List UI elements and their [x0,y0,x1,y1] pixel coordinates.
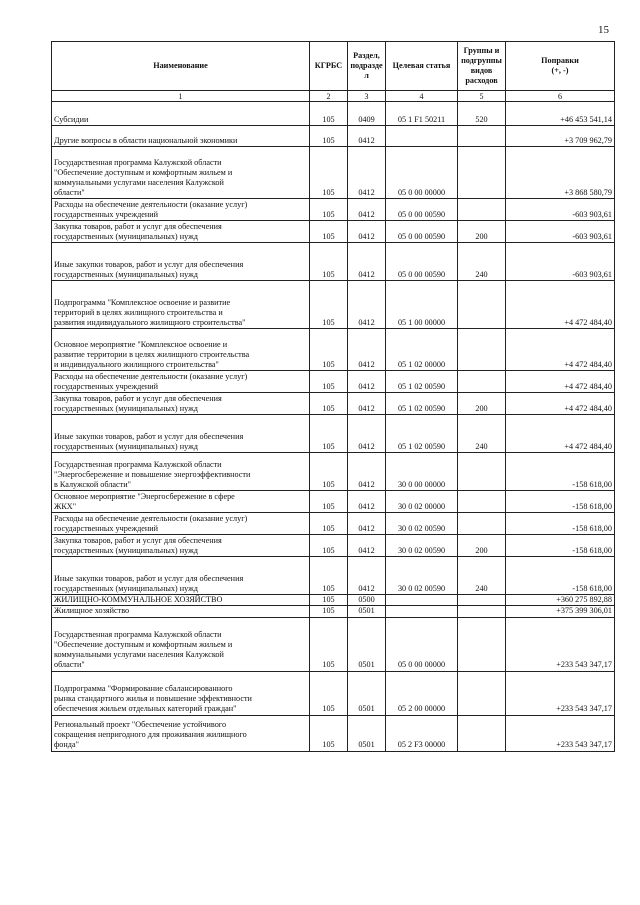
row-target: 30 0 02 00000 [386,491,458,513]
row-name: Государственная программа Калужской области "Энергосбережение и повышение энергоэффективности в Калужской области" [52,453,310,491]
row-amount: -603 903,61 [506,243,615,281]
row-section: 0501 [348,715,386,751]
row-section: 0412 [348,513,386,535]
row-kgrbs: 105 [310,329,348,371]
row-group [458,606,506,617]
row-group [458,147,506,199]
row-kgrbs: 105 [310,715,348,751]
row-name: Расходы на обеспечение деятельности (оказание услуг) государственных учреждений [52,513,310,535]
header-section: Раздел, подразде л [348,42,386,91]
table-row [52,243,615,281]
row-amount: -158 618,00 [506,491,615,513]
row-group [458,715,506,751]
row-amount: +360 275 892,88 [506,595,615,606]
row-target: 05 1 02 00590 [386,371,458,393]
row-section: 0412 [348,199,386,221]
row-group: 200 [458,393,506,415]
table-row [52,329,615,371]
row-amount: -603 903,61 [506,221,615,243]
row-section: 0412 [348,243,386,281]
header-amount: Поправки (+, -) [506,42,615,91]
row-target [386,595,458,606]
row-target: 05 0 00 00000 [386,147,458,199]
row-amount: +3 868 580,79 [506,147,615,199]
row-section: 0409 [348,102,386,126]
row-amount: +4 472 484,40 [506,281,615,329]
row-kgrbs: 105 [310,595,348,606]
row-section: 0501 [348,671,386,715]
row-amount: -603 903,61 [506,199,615,221]
table-row [52,126,615,147]
row-section: 0412 [348,557,386,595]
row-target: 05 1 F1 50211 [386,102,458,126]
row-name: Иные закупки товаров, работ и услуг для обеспечения государственных (муниципальных) нужд [52,243,310,281]
row-group: 240 [458,415,506,453]
row-target: 30 0 00 00000 [386,453,458,491]
row-amount: +4 472 484,40 [506,329,615,371]
header-kgrbs: КГРБС [310,42,348,91]
table-row [52,617,615,671]
row-name: Субсидии [52,102,310,126]
row-group [458,491,506,513]
table-row [52,606,615,617]
column-number-row [52,91,615,102]
page-number: 15 [598,24,609,36]
row-name: Основное мероприятие "Комплексное освоение и развитие территории в целях жилищного строительства и индивидуального жилищного строительства" [52,329,310,371]
row-name: Закупка товаров, работ и услуг для обеспечения государственных (муниципальных) нужд [52,393,310,415]
row-name: Подпрограмма "Формирование сбалансированного рынка стандартного жилья и повышение эффективности обеспечения жильем отдельных категорий граждан" [52,671,310,715]
row-kgrbs: 105 [310,393,348,415]
row-amount: +3 709 962,79 [506,126,615,147]
header-group: Группы и подгруппы видов расходов [458,42,506,91]
row-name: Государственная программа Калужской области "Обеспечение доступным и комфортным жильем и коммунальными услугами населения Калужской области" [52,617,310,671]
row-amount: +4 472 484,40 [506,371,615,393]
row-amount: -158 618,00 [506,513,615,535]
row-name: Подпрограмма "Комплексное освоение и развитие территорий в целях жилищного строительства и развития индивидуального жилищного строительства" [52,281,310,329]
row-target [386,606,458,617]
row-group [458,126,506,147]
row-group [458,513,506,535]
row-amount: -158 618,00 [506,453,615,491]
row-amount: +4 472 484,40 [506,393,615,415]
row-group [458,671,506,715]
table-row [52,513,615,535]
row-section: 0412 [348,147,386,199]
row-section: 0412 [348,221,386,243]
table-row [52,671,615,715]
row-group: 520 [458,102,506,126]
row-name: Жилищное хозяйство [52,606,310,617]
row-group: 240 [458,243,506,281]
table-row [52,535,615,557]
row-group [458,617,506,671]
column-number: 1 [52,91,310,102]
column-number: 3 [348,91,386,102]
row-kgrbs: 105 [310,126,348,147]
row-amount: -158 618,00 [506,557,615,595]
table-row [52,453,615,491]
row-kgrbs: 105 [310,606,348,617]
row-amount: +233 543 347,17 [506,715,615,751]
row-target: 05 2 F3 00000 [386,715,458,751]
row-kgrbs: 105 [310,243,348,281]
row-kgrbs: 105 [310,557,348,595]
table-row [52,371,615,393]
row-section: 0412 [348,329,386,371]
row-kgrbs: 105 [310,453,348,491]
row-group: 200 [458,221,506,243]
row-amount: +233 543 347,17 [506,671,615,715]
row-group: 200 [458,535,506,557]
row-kgrbs: 105 [310,617,348,671]
row-target: 05 0 00 00000 [386,617,458,671]
row-kgrbs: 105 [310,199,348,221]
table-row [52,491,615,513]
row-name: Расходы на обеспечение деятельности (оказание услуг) государственных учреждений [52,199,310,221]
row-section: 0500 [348,595,386,606]
row-name: Закупка товаров, работ и услуг для обеспечения государственных (муниципальных) нужд [52,535,310,557]
row-target: 05 0 00 00590 [386,243,458,281]
row-name: Другие вопросы в области национальной экономики [52,126,310,147]
row-section: 0501 [348,606,386,617]
row-target: 30 0 02 00590 [386,557,458,595]
header-name: Наименование [52,42,310,91]
row-kgrbs: 105 [310,281,348,329]
row-section: 0412 [348,415,386,453]
column-number: 5 [458,91,506,102]
table-row [52,281,615,329]
row-target: 05 0 00 00590 [386,221,458,243]
row-kgrbs: 105 [310,491,348,513]
row-name: ЖИЛИЩНО-КОММУНАЛЬНОЕ ХОЗЯЙСТВО [52,595,310,606]
row-amount: +46 453 541,14 [506,102,615,126]
row-section: 0501 [348,617,386,671]
row-group [458,371,506,393]
row-target: 05 1 02 00590 [386,415,458,453]
row-section: 0412 [348,535,386,557]
table-row [52,393,615,415]
header-row [52,42,615,91]
row-amount: +375 399 306,01 [506,606,615,617]
row-name: Расходы на обеспечение деятельности (оказание услуг) государственных учреждений [52,371,310,393]
row-section: 0412 [348,491,386,513]
row-target [386,126,458,147]
row-name: Закупка товаров, работ и услуг для обеспечения государственных (муниципальных) нужд [52,221,310,243]
row-name: Иные закупки товаров, работ и услуг для обеспечения государственных (муниципальных) нужд [52,415,310,453]
row-name: Основное мероприятие "Энергосбережение в сфере ЖКХ" [52,491,310,513]
table-row [52,415,615,453]
row-target: 30 0 02 00590 [386,513,458,535]
column-number: 6 [506,91,615,102]
header-target: Целевая статья [386,42,458,91]
row-section: 0412 [348,453,386,491]
row-kgrbs: 105 [310,671,348,715]
table-row [52,147,615,199]
table-row [52,199,615,221]
row-target: 05 1 02 00590 [386,393,458,415]
table-row [52,595,615,606]
row-target: 05 1 02 00000 [386,329,458,371]
row-name: Государственная программа Калужской области "Обеспечение доступным и комфортным жильем и коммунальными услугами населения Калужской области" [52,147,310,199]
row-group [458,453,506,491]
row-group [458,199,506,221]
row-kgrbs: 105 [310,513,348,535]
row-group: 240 [458,557,506,595]
row-kgrbs: 105 [310,221,348,243]
row-target: 05 0 00 00590 [386,199,458,221]
row-target: 30 0 02 00590 [386,535,458,557]
column-number: 2 [310,91,348,102]
row-amount: +4 472 484,40 [506,415,615,453]
table-row [52,557,615,595]
row-group [458,595,506,606]
row-group [458,329,506,371]
row-target: 05 1 00 00000 [386,281,458,329]
row-amount: -158 618,00 [506,535,615,557]
row-kgrbs: 105 [310,535,348,557]
row-name: Иные закупки товаров, работ и услуг для обеспечения государственных (муниципальных) нужд [52,557,310,595]
row-kgrbs: 105 [310,102,348,126]
table-row [52,715,615,751]
row-kgrbs: 105 [310,147,348,199]
row-target: 05 2 00 00000 [386,671,458,715]
table-row [52,102,615,126]
budget-table [51,41,615,752]
row-section: 0412 [348,281,386,329]
table-row [52,221,615,243]
row-name: Региональный проект "Обеспечение устойчивого сокращения непригодного для проживания жилищного фонда" [52,715,310,751]
row-group [458,281,506,329]
row-section: 0412 [348,393,386,415]
row-section: 0412 [348,371,386,393]
row-amount: +233 543 347,17 [506,617,615,671]
column-number: 4 [386,91,458,102]
row-kgrbs: 105 [310,371,348,393]
row-kgrbs: 105 [310,415,348,453]
row-section: 0412 [348,126,386,147]
